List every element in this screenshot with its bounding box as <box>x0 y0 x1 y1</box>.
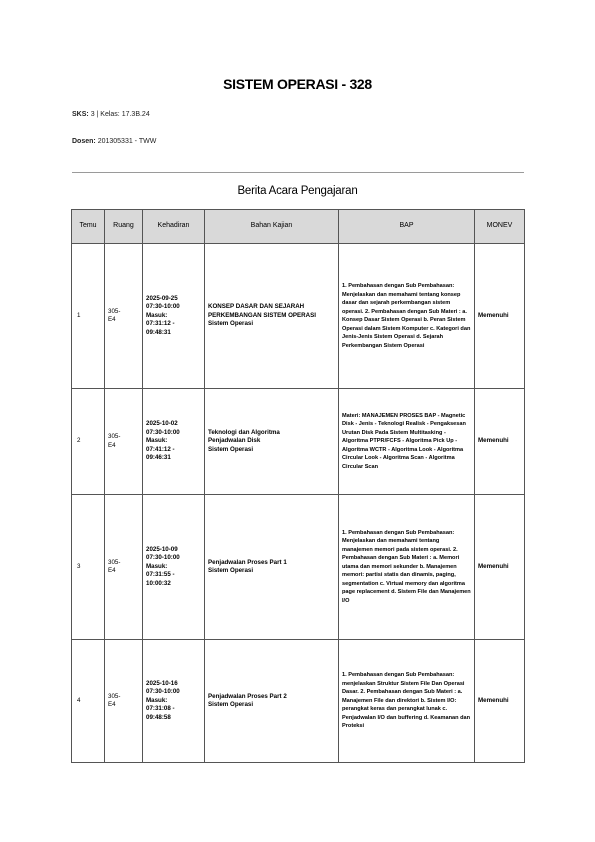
header-kehadiran: Kehadiran <box>143 210 205 244</box>
bap-table <box>71 209 525 763</box>
cell-kehadiran: 2025-10-16 07:30-10:00 Masuk: 07:31:08 - 09:48:58 <box>143 640 205 763</box>
header-temu: Temu <box>72 210 105 244</box>
cell-monev: Memenuhi <box>475 244 525 389</box>
cell-monev: Memenuhi <box>475 389 525 495</box>
cell-temu: 4 <box>72 640 105 763</box>
cell-monev: Memenuhi <box>475 640 525 763</box>
header-ruang: Ruang <box>105 210 143 244</box>
sks-label: SKS: <box>72 111 89 118</box>
cell-bap: 1. Pembahasan dengan Sub Pembahasan: menjelaskan Struktur Sistem File Dan Operasi Dasar. 2. Pembahasan dengan Sub Materi : a. Manajemen File dan direktori b. Sistem I/O: perangkat keras dan perangkat lunak c. Penjadwalan I/O dan buffering d. Keamanan dan Proteksi <box>339 640 475 763</box>
cell-temu: 1 <box>72 244 105 389</box>
dosen-value: 201305331 - TWW <box>97 138 157 145</box>
cell-kehadiran: 2025-09-25 07:30-10:00 Masuk: 07:31:12 - 09:48:31 <box>143 244 205 389</box>
table-row <box>72 389 525 495</box>
sks-line <box>72 111 150 118</box>
table-row <box>72 640 525 763</box>
cell-ruang: 305- E4 <box>105 389 143 495</box>
cell-bahan-kajian: Penjadwalan Proses Part 1 Sistem Operasi <box>205 495 339 640</box>
divider <box>72 172 524 173</box>
cell-bahan-kajian: Penjadwalan Proses Part 2 Sistem Operasi <box>205 640 339 763</box>
header-bahan-kajian: Bahan Kajian <box>205 210 339 244</box>
cell-bahan-kajian: Teknologi dan Algoritma Penjadwalan Disk Sistem Operasi <box>205 389 339 495</box>
cell-monev: Memenuhi <box>475 495 525 640</box>
cell-temu: 2 <box>72 389 105 495</box>
cell-bahan-kajian: KONSEP DASAR DAN SEJARAH PERKEMBANGAN SISTEM OPERASI Sistem Operasi <box>205 244 339 389</box>
cell-bap: Materi: MANAJEMEN PROSES BAP - Magnetic Disk - Jenis - Teknologi Realisk - Pengaksesan Urutan Disk Pada Sistem Multitasking - Algoritma PTPR/FCFS - Algoritma Pick Up - Algoritma WCTR - Algoritma Look - Algoritma Circular Look - Algoritma Scan - Algoritma Circular Scan <box>339 389 475 495</box>
cell-kehadiran: 2025-10-09 07:30-10:00 Masuk: 07:31:55 - 10:00:32 <box>143 495 205 640</box>
course-title: SISTEM OPERASI - 328 <box>223 76 372 92</box>
cell-kehadiran: 2025-10-02 07:30-10:00 Masuk: 07:41:12 - 09:46:31 <box>143 389 205 495</box>
table-row <box>72 244 525 389</box>
section-subtitle: Berita Acara Pengajaran <box>237 185 358 197</box>
header-bap: BAP <box>339 210 475 244</box>
cell-bap: 1. Pembahasan dengan Sub Pembahasan: Menjelaskan dan memahami tentang manajemen memori pada sistem operasi. 2. Pembahasan dengan Sub Materi : a. Memori utama dan memori sekunder b. Manajemen memori: partisi statis dan dinamis, paging, segmentation c. Virtual memory dan algoritma page replacement d. Sistem File dan Manajemen I/O <box>339 495 475 640</box>
dosen-label: Dosen: <box>72 138 96 145</box>
table-header-row <box>72 210 525 244</box>
sks-value: 3 | Kelas: 17.3B.24 <box>90 111 150 118</box>
cell-temu: 3 <box>72 495 105 640</box>
cell-ruang: 305- E4 <box>105 244 143 389</box>
header-monev: MONEV <box>475 210 525 244</box>
cell-ruang: 305- E4 <box>105 640 143 763</box>
cell-bap: 1. Pembahasan dengan Sub Pembahasan: Menjelaskan dan memahami tentang konsep dasar dan sejarah perkembangan sistem operasi. 2. Pembahasan dengan Sub Materi : a. Konsep Dasar Sistem Operasi b. Peran Sistem Operasi dalam Sistem Komputer c. Kategori dan Jenis-Jenis Sistem Operasi d. Sejarah Perkembangan Sistem Operasi <box>339 244 475 389</box>
cell-ruang: 305- E4 <box>105 495 143 640</box>
table-row <box>72 495 525 640</box>
dosen-line <box>72 138 156 145</box>
